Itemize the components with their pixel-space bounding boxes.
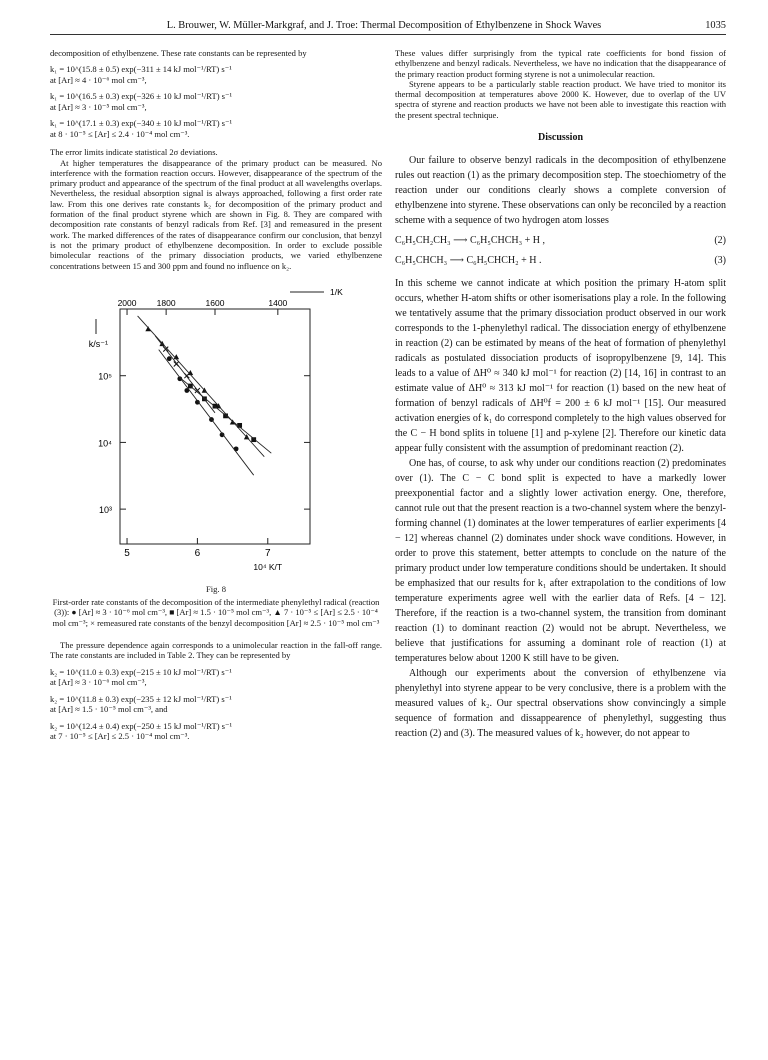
x-tick-label: 5 [124,547,130,559]
top-axis-label: 1/K [330,286,343,297]
equation-k2-a: k₂ = 10^(11.0 ± 0.3) exp(−215 ± 10 kJ mol⁻¹/RT) s⁻¹ at [Ar] ≈ 3 · 10⁻⁶ mol cm⁻³, [50,666,232,688]
x-tick-label: 7 [264,547,271,559]
page-number: 1035 [705,20,726,31]
figure-label: Fig. 8 [206,583,226,594]
plot-frame [120,309,310,544]
top-tick-label: 1800 [156,297,176,308]
x-axis-label: 10⁴ K/T [253,561,283,572]
data-point-circle [167,356,172,361]
y-tick-label: 10⁵ [98,371,112,382]
top-tick-label: 2000 [117,297,137,308]
pressure-dependence-text: The pressure dependence again corresponds to a unimolecular reaction in the fall-off range. The rate constants are included in Table 2. They can be represented by [50,640,382,661]
reaction-3: C₆H₅CHCH₃ ⟶ C₆H₅CHCH₂ + H . (3) [395,255,726,267]
y-axis-label: k/s⁻¹ [88,338,108,349]
equation-k2-b: k₂ = 10^(11.8 ± 0.3) exp(−235 ± 12 kJ mol⁻¹/RT) s⁻¹ at [Ar] ≈ 1.5 · 10⁻⁵ mol cm⁻³, and [50,693,232,715]
y-tick-label: 10³ [98,504,112,515]
error-limits-text: The error limits indicate statistical 2σ deviations. [50,147,218,158]
figure-caption: First-order rate constants of the decomposition of the intermediate phenylethyl radical (reaction (3)): ● [Ar] ≈ 3 · 10⁻⁶ mol cm⁻³, ■ [Ar] ≈ 1.5 · 10⁻⁵ mol cm⁻³, ▲ 7 · 10⁻⁵ ≤ [Ar] ≤ 2.5 · 10⁻⁴ mol cm⁻³; × remeasured rate constants of the benzyl decomposition [Ar] ≈ 2.5 · 10⁻⁵ mol cm⁻³ [52,597,380,628]
fit-line [159,350,254,476]
data-point-circle [234,446,239,451]
discussion-paragraph-3: One has, of course, to ask why under our conditions reaction (2) predominates over (1). The C − C bond split is expected to have a markedly lower preexponential factor and a slightly lower activation energy. One, therefore, cannot rule out that the present reaction is a two-channel system where the benzyl-forming channel (1) dominates at the lower temperatures of earlier experiments [4 − 12] whereas channel (2) dominates under shock wave conditions. However, in order to prove this statement, better attempts to conclude on the nature of the primary product under low temperature conditions should be undertaken. It should be emphasized that our results for k₁ after extrapolation to the conditions of low temperature experiments agree well with the earlier data of Refs. [4 − 12]. Therefore, if the reaction is a two-channel system, the transition from dominant reaction (1) to dominant reaction (2) would not be abrupt. Nevertheless, we believe that justifications for assuming a dominant role of reaction (1) at temperatures below about 1200 K still have to be given. [395,458,726,665]
equation-k1-b: k₁ = 10^(16.5 ± 0.3) exp(−326 ± 10 kJ mol⁻¹/RT) s⁻¹ at [Ar] ≈ 3 · 10⁻⁵ mol cm⁻³, [50,91,233,112]
arrhenius-plot [50,279,382,584]
left-column [50,48,382,742]
paragraph-k2-derivation: At higher temperatures the disappearance of the primary product can be measured. No interference with the formation reaction occurs. However, disappearance of the spectrum of the primary product and appearance of the spectrum of the final product at all wavelengths overlaps. Nevertheless, the residual absorption signal is always approached, following a first order rate law. From this one derives rate constants k₂ for decomposition of the primary product and formation of the final product styrene which are shown in Fig. 8. They are compared with decomposition rate constants of benzyl radicals from Ref. [3] and remeasured in the present work. The marked differences of the rates of disappearance confirm our conclusion, that benzyl is not the primary product of ethylbenzene decomposition. In order to exclude possible bimolecular reactions of the primary dissociation products, we varied ethylbenzene concentrations between 15 and 300 ppm and found no influence on k₂. [50,157,382,271]
header-title: L. Brouwer, W. Müller-Markgraf, and J. Troe: Thermal Decomposition of Ethylbenzene in Shock Waves [166,20,602,31]
discussion-paragraph-4: Although our experiments about the conversion of ethylbenzene via phenylethyl into styrene appear to be very conclusive, there is a problem with the measured values of k₂. Our spectral observations show convincingly a simple sequence of formation and dissappearence of phenylethyl, suggesting thus reaction (2) and (3). The measured values of k₂ however, do not appear to [395,668,726,740]
top-tick-label: 1400 [268,297,288,308]
x-tick-label: 6 [194,547,201,559]
equation-k1-a: k₁ = 10^(15.8 ± 0.5) exp(−311 ± 14 kJ mol⁻¹/RT) s⁻¹ at [Ar] ≈ 4 · 10⁻⁶ mol cm⁻³, [50,64,232,85]
equation-k1-c: k₁ = 10^(17.1 ± 0.3) exp(−340 ± 10 kJ mol⁻¹/RT) s⁻¹ at 8 · 10⁻⁵ ≤ [Ar] ≤ 2.4 · 10⁻⁴ mol cm⁻³. [50,118,233,139]
running-header [0,16,768,36]
fit-line [155,336,215,413]
reaction-2: C₆H₅CH₂CH₃ ⟶ C₆H₅CHCH₃ + H , (2) [395,235,726,247]
header-rule [50,34,726,35]
y-tick-label: 10⁴ [98,438,112,449]
right-paragraph-1: These values differ surprisingly from the typical rate coefficients for bond fission of ethylbenzene and benzyl radicals. Nevertheless, we have no indication that the disappearance of the primary reaction product forming styrene is not a unimolecular reaction. [395,48,726,79]
fit-line [180,377,271,453]
equation-k2-c: k₂ = 10^(12.4 ± 0.4) exp(−250 ± 15 kJ mol⁻¹/RT) s⁻¹ at 7 · 10⁻⁵ ≤ [Ar] ≤ 2.5 · 10⁻⁴ mol cm⁻³. [50,720,233,742]
section-heading-discussion: Discussion [537,132,583,144]
intro-text: decomposition of ethylbenzene. These rate constants can be represented by [50,48,307,58]
discussion-paragraph-2: In this scheme we cannot indicate at which position the primary H-atom split occurs, whether H-atom shifts or other isomerisations play a role. In the following we tentatively assume that the primary dissociation product observed in our work corresponds to the 1-phenylethyl radical. The dissociation energy of ethylbenzene in reaction (2) can be estimated by means of the heat of formation of phenylethyl radicals as postulated dissociation products of isopropylbenzene [9, 14]. This leads to a value of ΔH⁰ ≈ 340 kJ mol⁻¹ for reaction (2) [14, 16] in contrast to an estimate value of ΔH⁰ ≈ 313 kJ mol⁻¹ for reaction (1) based on the new heat of formation of benzyl radicals of ΔH⁰f = 200 ± 6 kJ mol⁻¹ [15]. Our measured activation energies of k₁ do correspond completely to the high values observed for the C − H bond splits in toluene [1] and p-xylene [2]. Therefore our kinetic data appear fully consistent with the assumption of predominant reaction (2). [395,278,726,455]
top-tick-label: 1600 [205,297,225,308]
figure-8 [50,279,382,584]
discussion-paragraph-1: Our failure to observe benzyl radicals in the decomposition of ethylbenzene rules out reaction (1) as the primary decomposition step. The stoechiometry of the reaction under our conditions clearly shows a complete conversion of ethylbenzene into styrene. These observations can only be reconciled by a reaction scheme with a sequence of two hydrogen atom losses [395,155,726,227]
right-column [395,48,726,741]
right-paragraph-2: Styrene appears to be a particularly stable reaction product. We have tried to monitor its thermal decomposition at temperatures above 2000 K. However, due to overlap of the UV spectra of styrene and reaction products we have not been able to investigate this reaction with the present spectral technique. [395,78,726,120]
